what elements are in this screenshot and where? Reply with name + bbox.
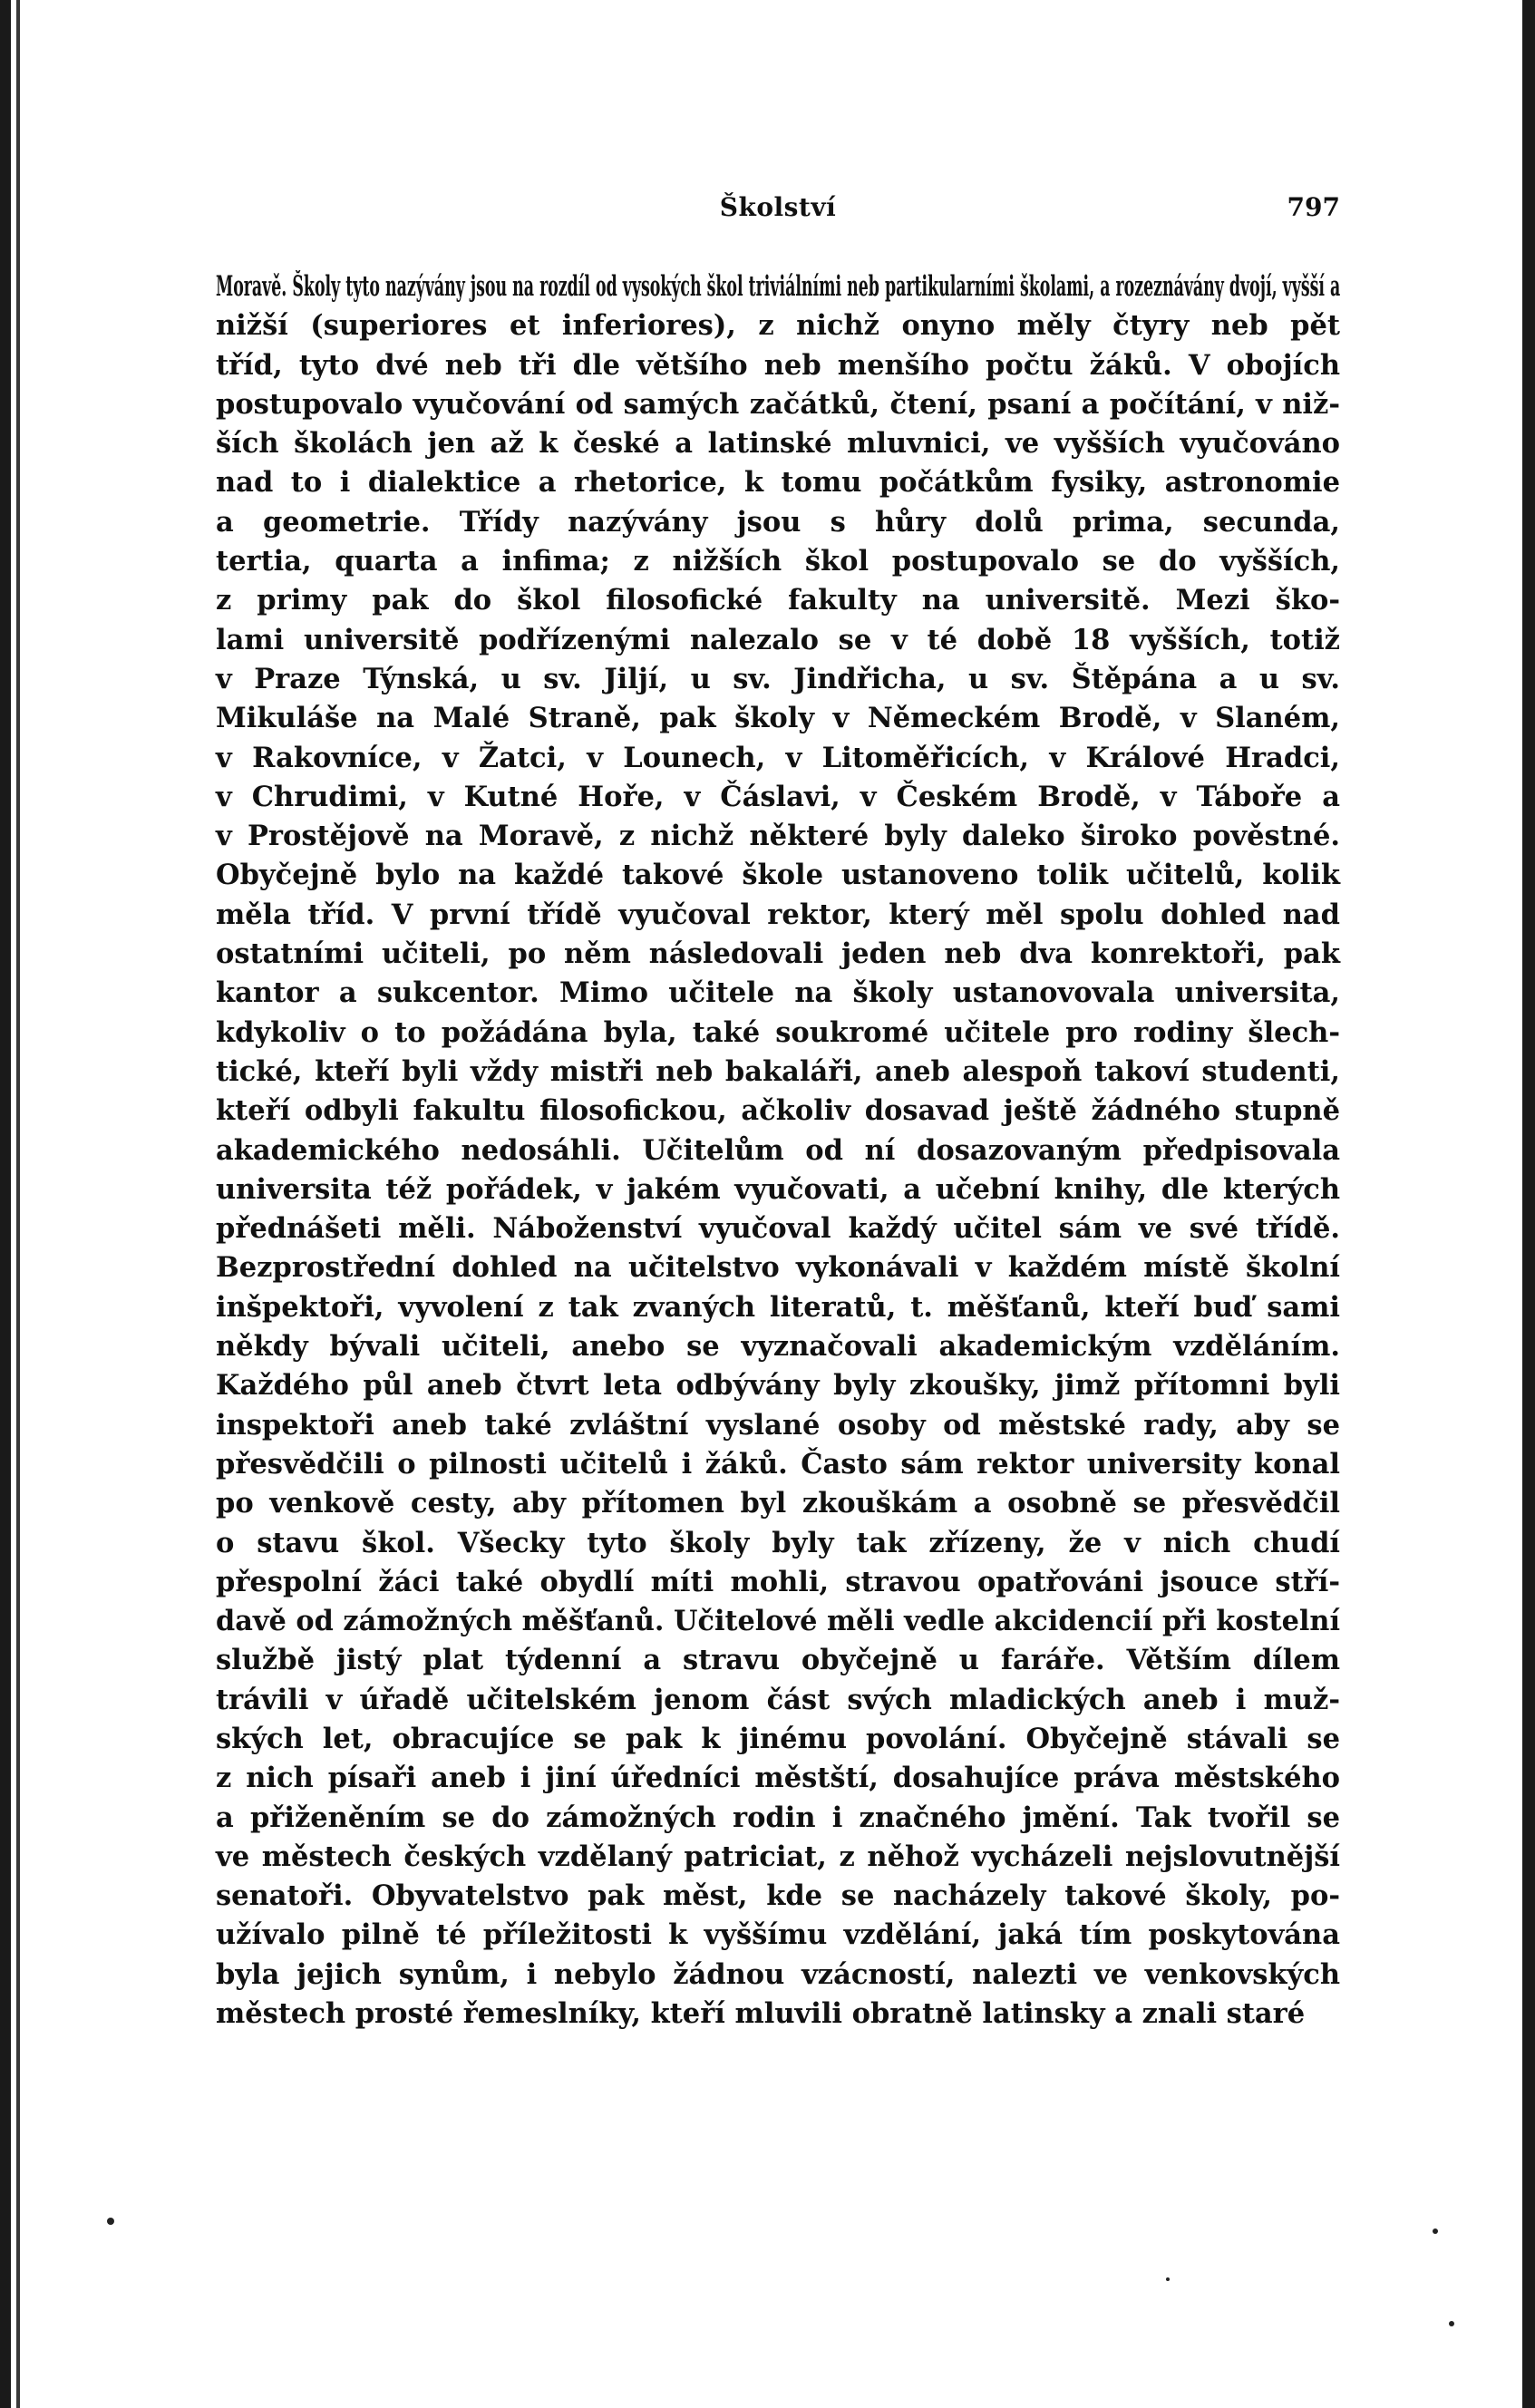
text-line: nižší (superiores et inferiores), z nichž onyno měly čtyry neb pět xyxy=(216,309,1340,343)
text-line: nad to i dialektice a rhetorice, k tomu počátkům fysiky, astronomie xyxy=(216,466,1340,500)
running-title: Školství xyxy=(719,192,837,222)
text-line: senatoři. Obyvatelstvo pak měst, kde se nacházely takové školy, po- xyxy=(216,1879,1340,1913)
body-text xyxy=(216,267,1340,2034)
text-line: Moravě. Školy tyto nazývány jsou na rozdíl od vysokých škol triviálními neb partikularními školami, a rozeznávány dvojí, vyšší a xyxy=(216,270,1341,303)
scan-border-right xyxy=(1522,0,1535,2408)
text-line: někdy bývali učiteli, anebo se vyznačovali akademickým vzděláním. xyxy=(216,1330,1340,1364)
text-line: byla jejich synům, i nebylo žádnou vzácností, nalezti ve venkovských xyxy=(216,1957,1340,1991)
text-line: postupovalo vyučování od samých začátků, čtení, psaní a počítání, v niž- xyxy=(216,387,1340,421)
scan-speck xyxy=(1449,2321,1454,2326)
scan-speck xyxy=(1166,2277,1170,2281)
text-line: městech prosté řemeslníky, kteří mluvili obratně latinsky a znali staré xyxy=(216,1997,1306,2031)
text-line: v Rakovníce, v Žatci, v Lounech, v Litoměřicích, v Králové Hradci, xyxy=(216,741,1340,774)
text-line: službě jistý plat týdenní a stravu obyčejně u faráře. Větším dílem xyxy=(216,1644,1340,1677)
text-line: z nich písaři aneb i jiní úředníci městští, dosahujíce práva městského xyxy=(216,1762,1340,1795)
text-line: Mikuláše na Malé Straně, pak školy v Německém Brodě, v Slaném, xyxy=(216,702,1340,735)
text-line: trávili v úřadě učitelském jenom část svých mladických aneb i muž- xyxy=(216,1683,1340,1716)
text-line: inšpektoři, vyvolení z tak zvaných literatů, t. měšťanů, kteří buď sami xyxy=(216,1290,1340,1324)
text-line: z primy pak do škol filosofické fakulty na universitě. Mezi ško- xyxy=(216,584,1340,617)
text-line: akademického nedosáhli. Učitelům od ní dosazovaným předpisovala xyxy=(216,1133,1340,1167)
text-line: Bezprostřední dohled na učitelstvo vykonávali v každém místě školní xyxy=(216,1251,1340,1285)
text-line: inspektoři aneb také zvláštní vyslané osoby od městské rady, aby se xyxy=(216,1408,1340,1442)
text-line: ších školách jen až k české a latinské mluvnici, ve vyšších vyučováno xyxy=(216,427,1340,461)
page-number: 797 xyxy=(1287,192,1340,222)
text-line: přednášeti měli. Náboženství vyučoval každý učitel sám ve své třídě. xyxy=(216,1212,1340,1246)
text-line: v Chrudimi, v Kutné Hoře, v Čáslavi, v Českém Brodě, v Táboře a xyxy=(216,780,1340,813)
text-line: kteří odbyli fakultu filosofickou, ačkoliv dosavad ještě žádného stupně xyxy=(216,1094,1340,1128)
running-header xyxy=(216,192,1340,228)
text-line: universita též pořádek, v jakém vyučovati, a učební knihy, dle kterých xyxy=(216,1172,1340,1206)
text-line: po venkově cesty, aby přítomen byl zkouškám a osobně se přesvědčil xyxy=(216,1487,1340,1520)
text-line: ve městech českých vzdělaný patriciat, z něhož vycházeli nejslovutnější xyxy=(216,1840,1340,1873)
scan-border-line xyxy=(16,0,20,2408)
text-line: přespolní žáci také obydlí míti mohli, stravou opatřováni jsouce stří- xyxy=(216,1565,1340,1598)
text-line: přesvědčili o pilnosti učitelů i žáků. Často sám rektor university konal xyxy=(216,1447,1340,1481)
text-line: tické, kteří byli vždy mistři neb bakaláři, aneb alespoň takoví studenti, xyxy=(216,1054,1340,1088)
text-line: a přiženěním se do zámožných rodin i značného jmění. Tak tvořil se xyxy=(216,1801,1340,1834)
scan-border-left xyxy=(0,0,11,2408)
text-line: davě od zámožných měšťanů. Učitelové měli vedle akcidencií při kostelní xyxy=(216,1605,1340,1638)
text-line: ských let, obracujíce se pak k jinému povolání. Obyčejně stávali se xyxy=(216,1722,1340,1755)
scan-speck xyxy=(1433,2228,1438,2234)
text-line: v Prostějově na Moravě, z nichž některé byly daleko široko pověstné. xyxy=(216,820,1340,853)
text-line: lami universitě podřízenými nalezalo se v té době 18 vyšších, totiž xyxy=(216,623,1340,656)
text-line: kdykoliv o to požádána byla, také soukromé učitele pro rodiny šlech- xyxy=(216,1015,1340,1049)
text-line: ostatními učiteli, po něm následovali jeden neb dva konrektoři, pak xyxy=(216,937,1340,971)
text-line: v Praze Týnská, u sv. Jiljí, u sv. Jindřicha, u sv. Štěpána a u sv. xyxy=(216,662,1340,695)
text-line: kantor a sukcentor. Mimo učitele na školy ustanovovala universita, xyxy=(216,976,1340,1010)
text-line: měla tříd. V první třídě vyučoval rektor, který měl spolu dohled nad xyxy=(216,898,1340,931)
text-line: tříd, tyto dvé neb tři dle většího neb menšího počtu žáků. V obojích xyxy=(216,348,1340,382)
text-line: o stavu škol. Všecky tyto školy byly tak zřízeny, že v nich chudí xyxy=(216,1526,1340,1559)
text-line: a geometrie. Třídy nazývány jsou s hůry dolů prima, secunda, xyxy=(216,505,1340,539)
text-line: Obyčejně bylo na každé takové škole ustanoveno tolik učitelů, kolik xyxy=(216,859,1340,892)
text-line: tertia, quarta a infima; z nižších škol postupovalo se do vyšších, xyxy=(216,545,1340,578)
text-line: Každého půl aneb čtvrt leta odbývány byly zkoušky, jimž přítomni byli xyxy=(216,1369,1340,1403)
scan-speck xyxy=(107,2218,114,2225)
text-line: užívalo pilně té příležitosti k vyššímu vzdělání, jaká tím poskytována xyxy=(216,1918,1340,1952)
